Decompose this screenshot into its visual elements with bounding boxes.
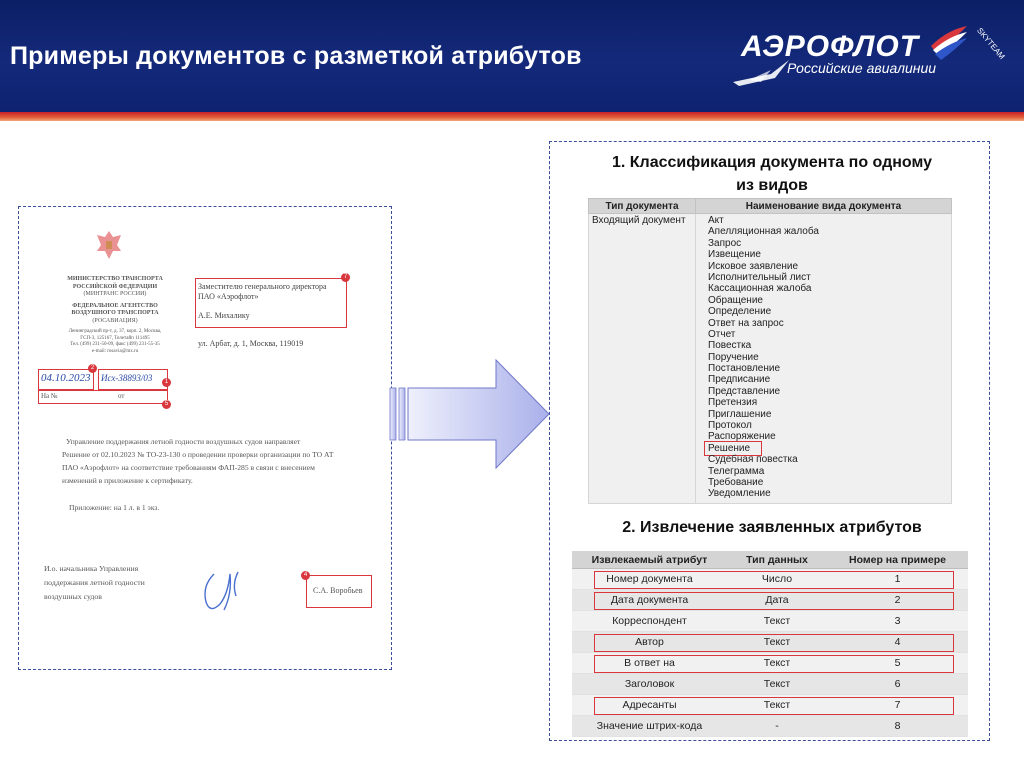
attributes-table-body [572, 569, 968, 737]
type-cell: Текст [727, 695, 827, 716]
type-cell: Текст [727, 632, 827, 653]
classification-table [588, 198, 952, 504]
col-header-example-number: Номер на примере [827, 551, 968, 569]
logo-tagline: Российские авиалинии [787, 60, 937, 76]
ministry-block [40, 276, 190, 355]
logo-name: АЭРОФЛОТ [741, 30, 920, 63]
col-header-data-type: Тип данных [727, 551, 827, 569]
kind-item: Акт [708, 215, 724, 226]
table-row [572, 569, 968, 590]
type-cell: Текст [727, 674, 827, 695]
kind-item: Постановление [708, 363, 781, 375]
type-cell: Дата [727, 590, 827, 611]
marker-1: 1 [162, 378, 171, 387]
kind-item: Апелляционная жалоба [708, 226, 819, 238]
aeroflot-logo [733, 24, 1018, 104]
attr-cell: Значение штрих-кода [572, 716, 727, 737]
doc-kind-cell [696, 214, 952, 504]
ministry-line: (МИНТРАНС РОССИИ) [83, 291, 147, 297]
kind-item: Кассационная жалоба [708, 283, 812, 295]
agency-address-line: Ленинградский пр-т, д. 37, корп. 2, Москва, [68, 329, 162, 334]
classification-title-line: 1. Классификация документа по одному [612, 154, 932, 171]
addressee-line: ПАО «Аэрофлот» [198, 292, 259, 301]
attr-cell: Адресанты [572, 695, 727, 716]
letter-ref-prefix: На № [41, 392, 58, 400]
table-row [572, 611, 968, 632]
signature-icon [188, 554, 258, 624]
table-row [572, 674, 968, 695]
marker-4: 4 [301, 571, 310, 580]
letter-body [62, 435, 374, 487]
agency-line: ФЕДЕРАЛЬНОЕ АГЕНТСТВО [72, 302, 158, 309]
kind-item: Уведомление [708, 488, 771, 500]
kind-item: Распоряжение [708, 431, 776, 443]
marker-5: 5 [162, 400, 171, 409]
signer-title-line: поддержания летной годности [44, 578, 145, 587]
classification-title [560, 151, 984, 197]
letter-ref-from: от [118, 392, 125, 400]
agency-address-line: Тел. (499) 231-50-09, факс (499) 231-55-35 [70, 342, 160, 347]
kind-item: Исполнительный лист [708, 271, 811, 283]
col-header-doc-type: Тип документа [589, 199, 696, 214]
coat-of-arms-icon [95, 229, 123, 261]
letter-number: Исх-38893/03 [101, 373, 153, 383]
col-header-doc-kind: Наименование вида документа [696, 199, 952, 214]
marker-7: 7 [341, 273, 350, 282]
type-cell: Число [727, 569, 827, 590]
skyteam-label: SKYTEAM [975, 26, 1007, 62]
num-cell: 8 [827, 716, 968, 737]
kind-item: Ответ на запрос [708, 317, 784, 329]
type-cell: Текст [727, 653, 827, 674]
num-cell: 4 [827, 632, 968, 653]
kind-item: Требование [708, 476, 764, 488]
signer-title [44, 562, 145, 604]
kind-item: Судебная повестка [708, 454, 798, 466]
body-line: изменений в приложение к сертификату. [62, 476, 193, 485]
doc-type-cell: Входящий документ [589, 214, 696, 504]
addressee-line: Заместителю генерального директора [198, 282, 327, 291]
body-line: Управление поддержания летной годности воздушных судов направляет [66, 437, 301, 446]
body-line: Решение от 02.10.2023 № ТО-23-130 о проведении проверки организации по ТО АТ [62, 450, 334, 459]
kind-item: Запрос [708, 237, 742, 249]
kind-item: Претензия [708, 397, 758, 409]
marker-2: 2 [88, 364, 97, 373]
table-row [572, 716, 968, 737]
highlighted-kind: Решение [706, 443, 760, 454]
addressee-block [198, 282, 327, 321]
agency-address-line: ГСП-3, 125167, Телетайп 111495 [80, 335, 150, 341]
type-cell: Текст [727, 611, 827, 632]
kind-item: Извещение [708, 249, 761, 261]
kind-item: Приглашение [708, 408, 772, 420]
ministry-line: РОССИЙСКОЙ ФЕДЕРАЦИИ [72, 283, 158, 290]
attr-cell: Автор [572, 632, 727, 653]
letter-attachment: Приложение: на 1 л. в 1 экз. [69, 503, 160, 512]
letter-date: 04.10.2023 [41, 372, 91, 384]
body-line: ПАО «Аэрофлот» на соответствие требованиям ФАП-285 в связи с внесением [62, 463, 315, 472]
agency-line: (РОСАВИАЦИЯ) [92, 317, 138, 324]
table-row [572, 632, 968, 653]
kind-item: Телеграмма [708, 465, 765, 477]
kind-item: Представление [708, 385, 781, 397]
attr-cell: Корреспондент [572, 611, 727, 632]
ministry-line: МИНИСТЕРСТВО ТРАНСПОРТА [67, 276, 163, 282]
process-arrow-icon [388, 358, 552, 470]
type-cell: - [727, 716, 827, 737]
table-row [572, 590, 968, 611]
col-header-attribute: Извлекаемый атрибут [572, 551, 727, 569]
kind-item: Отчет [708, 328, 736, 340]
num-cell: 6 [827, 674, 968, 695]
attr-cell: Номер документа [572, 569, 727, 590]
signer-title-line: И.о. начальника Управления [44, 564, 139, 573]
extraction-title: 2. Извлечение заявленных атрибутов [622, 519, 922, 536]
num-cell: 5 [827, 653, 968, 674]
attr-cell: Дата документа [572, 590, 727, 611]
num-cell: 7 [827, 695, 968, 716]
addressee-name: А.Е. Михалику [198, 311, 250, 320]
slide-header [0, 0, 1024, 112]
header-stripe [0, 112, 1024, 121]
kind-item: Предписание [708, 374, 771, 386]
attributes-table [572, 551, 968, 737]
attr-cell: В ответ на [572, 653, 727, 674]
kind-item: Обращение [708, 294, 763, 306]
slide-title: Примеры документов с разметкой атрибутов [10, 42, 582, 70]
addressee-address: ул. Арбат, д. 1, Москва, 119019 [198, 339, 304, 348]
kind-item-highlighted [708, 443, 945, 454]
table-row [572, 695, 968, 716]
agency-address-line: e-mail: rosavia@mx.ru [91, 348, 139, 354]
signer-name: С.А. Воробьев [313, 586, 363, 595]
num-cell: 3 [827, 611, 968, 632]
kind-item: Протокол [708, 420, 752, 432]
signer-title-line: воздушных судов [44, 592, 102, 601]
kind-item: Повестка [708, 340, 752, 352]
num-cell: 2 [827, 590, 968, 611]
agency-line: ВОЗДУШНОГО ТРАНСПОРТА [71, 310, 159, 316]
kind-item: Исковое заявление [708, 260, 799, 272]
doc-kind-list [696, 214, 951, 503]
attr-cell: Заголовок [572, 674, 727, 695]
num-cell: 1 [827, 569, 968, 590]
table-row [572, 653, 968, 674]
kind-item: Поручение [708, 351, 759, 363]
classification-title-line: из видов [736, 177, 808, 194]
kind-item: Определение [708, 306, 772, 318]
